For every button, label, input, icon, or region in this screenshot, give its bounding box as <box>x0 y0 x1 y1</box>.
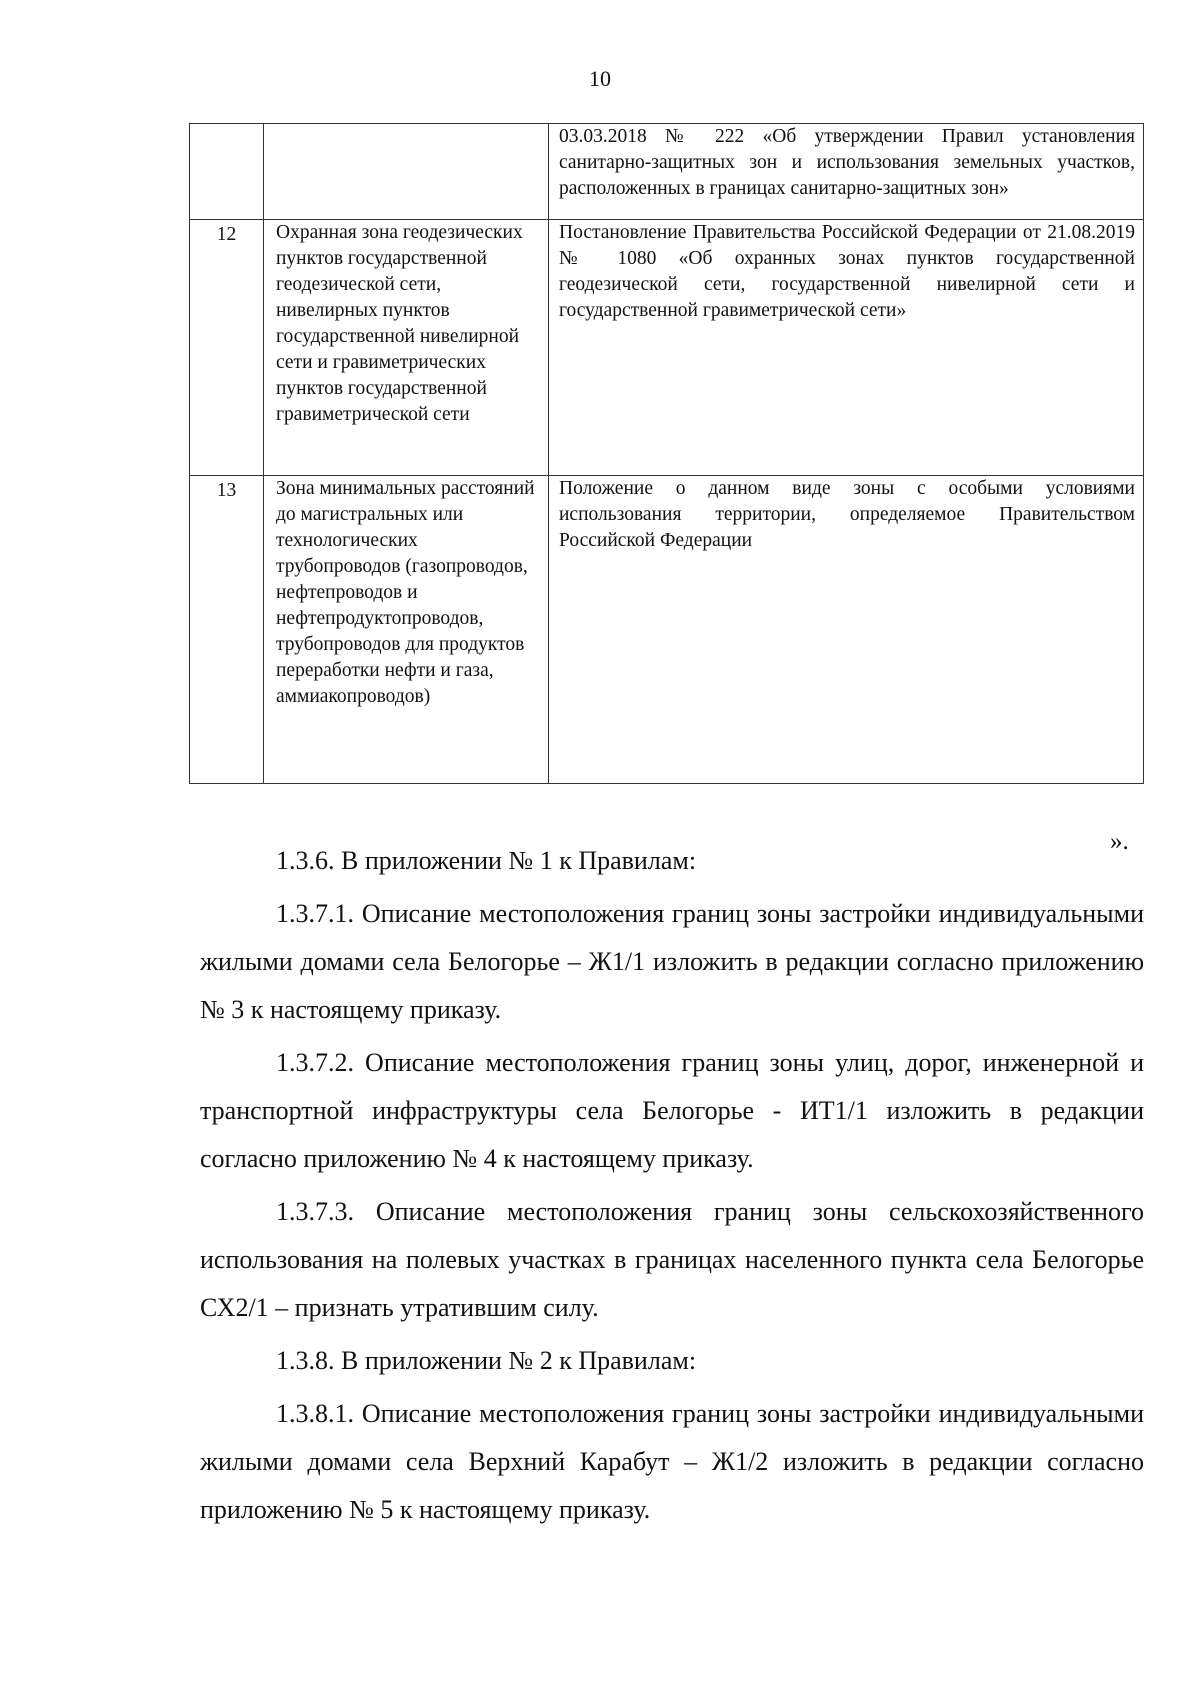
zones-table <box>189 123 1144 784</box>
table-row <box>190 476 1144 784</box>
paragraph-1-3-6: 1.3.6. В приложении № 1 к Правилам: <box>276 846 697 875</box>
zone-name-cell: Зона минимальных расстояний до магистральных или технологических трубопроводов (газопроводов, нефтепроводов и нефтепродуктопроводов, трубопроводов для продуктов переработки нефти и газа, аммиакопроводов) <box>264 476 549 784</box>
paragraph-1-3-7-1: 1.3.7.1. Описание местоположения границ зоны застройки индивидуальными жилыми домами села Белогорье – Ж1/1 изложить в редакции согласно приложению № 3 к настоящему приказу. <box>200 899 1144 1024</box>
row-number-cell <box>190 124 264 220</box>
table-row <box>190 220 1144 476</box>
document-body <box>200 837 1144 1539</box>
zone-name-cell <box>264 124 549 220</box>
legal-act-cell: 03.03.2018 № 222 «Об утверждении Правил установления санитарно-защитных зон и использования земельных участков, расположенных в границах санитарно-защитных зон» <box>549 124 1144 220</box>
closing-quote: ». <box>1110 828 1129 855</box>
row-number-cell: 12 <box>190 220 264 476</box>
table-row <box>190 124 1144 220</box>
zone-name-cell: Охранная зона геодезических пунктов государственной геодезической сети, нивелирных пунктов государственной нивелирной сети и гравиметрических пунктов государственной гравиметрической сети <box>264 220 549 476</box>
legal-act-cell: Постановление Правительства Российской Федерации от 21.08.2019 № 1080 «Об охранных зонах пунктов государственной геодезической сети, государственной нивелирной сети и государственной гравиметрической сети» <box>549 220 1144 476</box>
paragraph-1-3-8-1: 1.3.8.1. Описание местоположения границ зоны застройки индивидуальными жилыми домами села Верхний Карабут – Ж1/2 изложить в редакции согласно приложению № 5 к настоящему приказу. <box>200 1399 1144 1524</box>
paragraph-1-3-7-2: 1.3.7.2. Описание местоположения границ зоны улиц, дорог, инженерной и транспортной инфраструктуры села Белогорье - ИТ1/1 изложить в редакции согласно приложению № 4 к настоящему приказу. <box>200 1048 1144 1173</box>
legal-act-cell: Положение о данном виде зоны с особыми условиями использования территории, определяемое Правительством Российской Федерации <box>549 476 1144 784</box>
row-number-cell: 13 <box>190 476 264 784</box>
paragraph-1-3-7-3: 1.3.7.3. Описание местоположения границ зоны сельскохозяйственного использования на полевых участках в границах населенного пункта села Белогорье СХ2/1 – признать утратившим силу. <box>200 1197 1144 1322</box>
page-number: 10 <box>589 66 611 91</box>
paragraph-1-3-8: 1.3.8. В приложении № 2 к Правилам: <box>276 1346 697 1375</box>
